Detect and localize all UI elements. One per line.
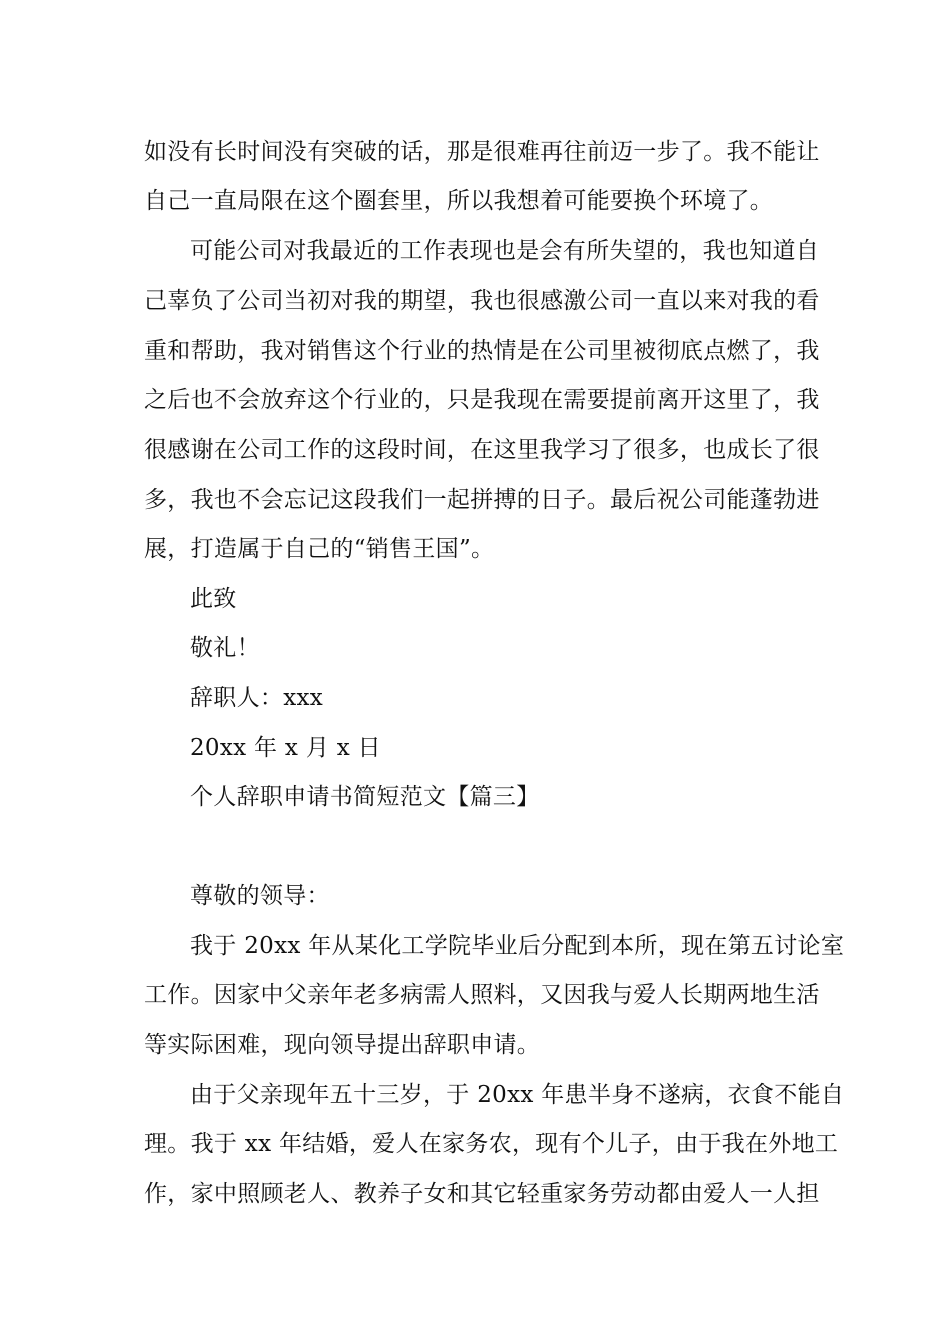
paragraph-line: 自己一直局限在这个圈套里，所以我想着可能要换个环境了。 bbox=[144, 188, 774, 214]
paragraph-line: 重和帮助，我对销售这个行业的热情是在公司里被彻底点燃了，我 bbox=[144, 338, 820, 364]
paragraph-line: 工作。因家中父亲年老多病需人照料，又因我与爱人长期两地生活 bbox=[144, 982, 820, 1008]
paragraph-line: 展，打造属于自己的“销售王国”。 bbox=[144, 536, 495, 562]
letter-greeting: 尊敬的领导： bbox=[190, 883, 330, 909]
paragraph-line: 我于 20xx 年从某化工学院毕业后分配到本所，现在第五讨论室 bbox=[190, 933, 845, 959]
paragraph-line: 如没有长时间没有突破的话，那是很难再往前迈一步了。我不能让 bbox=[144, 139, 820, 165]
paragraph-line: 己辜负了公司当初对我的期望，我也很感激公司一直以来对我的看 bbox=[144, 288, 820, 314]
closing-salutation: 敬礼！ bbox=[190, 635, 260, 661]
paragraph-line: 之后也不会放弃这个行业的，只是我现在需要提前离开这里了，我 bbox=[144, 387, 820, 413]
paragraph-line: 等实际困难，现向领导提出辞职申请。 bbox=[144, 1032, 541, 1058]
paragraph-line: 可能公司对我最近的工作表现也是会有所失望的，我也知道自 bbox=[190, 238, 820, 264]
paragraph-line: 很感谢在公司工作的这段时间，在这里我学习了很多，也成长了很 bbox=[144, 437, 820, 463]
paragraph-line: 多，我也不会忘记这段我们一起拼搏的日子。最后祝公司能蓬勃进 bbox=[144, 487, 820, 513]
paragraph-line: 理。我于 xx 年结婚，爱人在家务农，现有个儿子，由于我在外地工 bbox=[144, 1131, 839, 1157]
letter-date: 20xx 年 x 月 x 日 bbox=[190, 735, 381, 761]
paragraph-line: 由于父亲现年五十三岁，于 20xx 年患半身不遂病，衣食不能自 bbox=[190, 1082, 845, 1108]
section-title: 个人辞职申请书简短范文【篇三】 bbox=[190, 784, 540, 810]
signer-name: 辞职人：xxx bbox=[190, 685, 324, 711]
closing-salutation: 此致 bbox=[190, 586, 237, 612]
paragraph-line: 作，家中照顾老人、教养子女和其它轻重家务劳动都由爱人一人担 bbox=[144, 1181, 820, 1207]
